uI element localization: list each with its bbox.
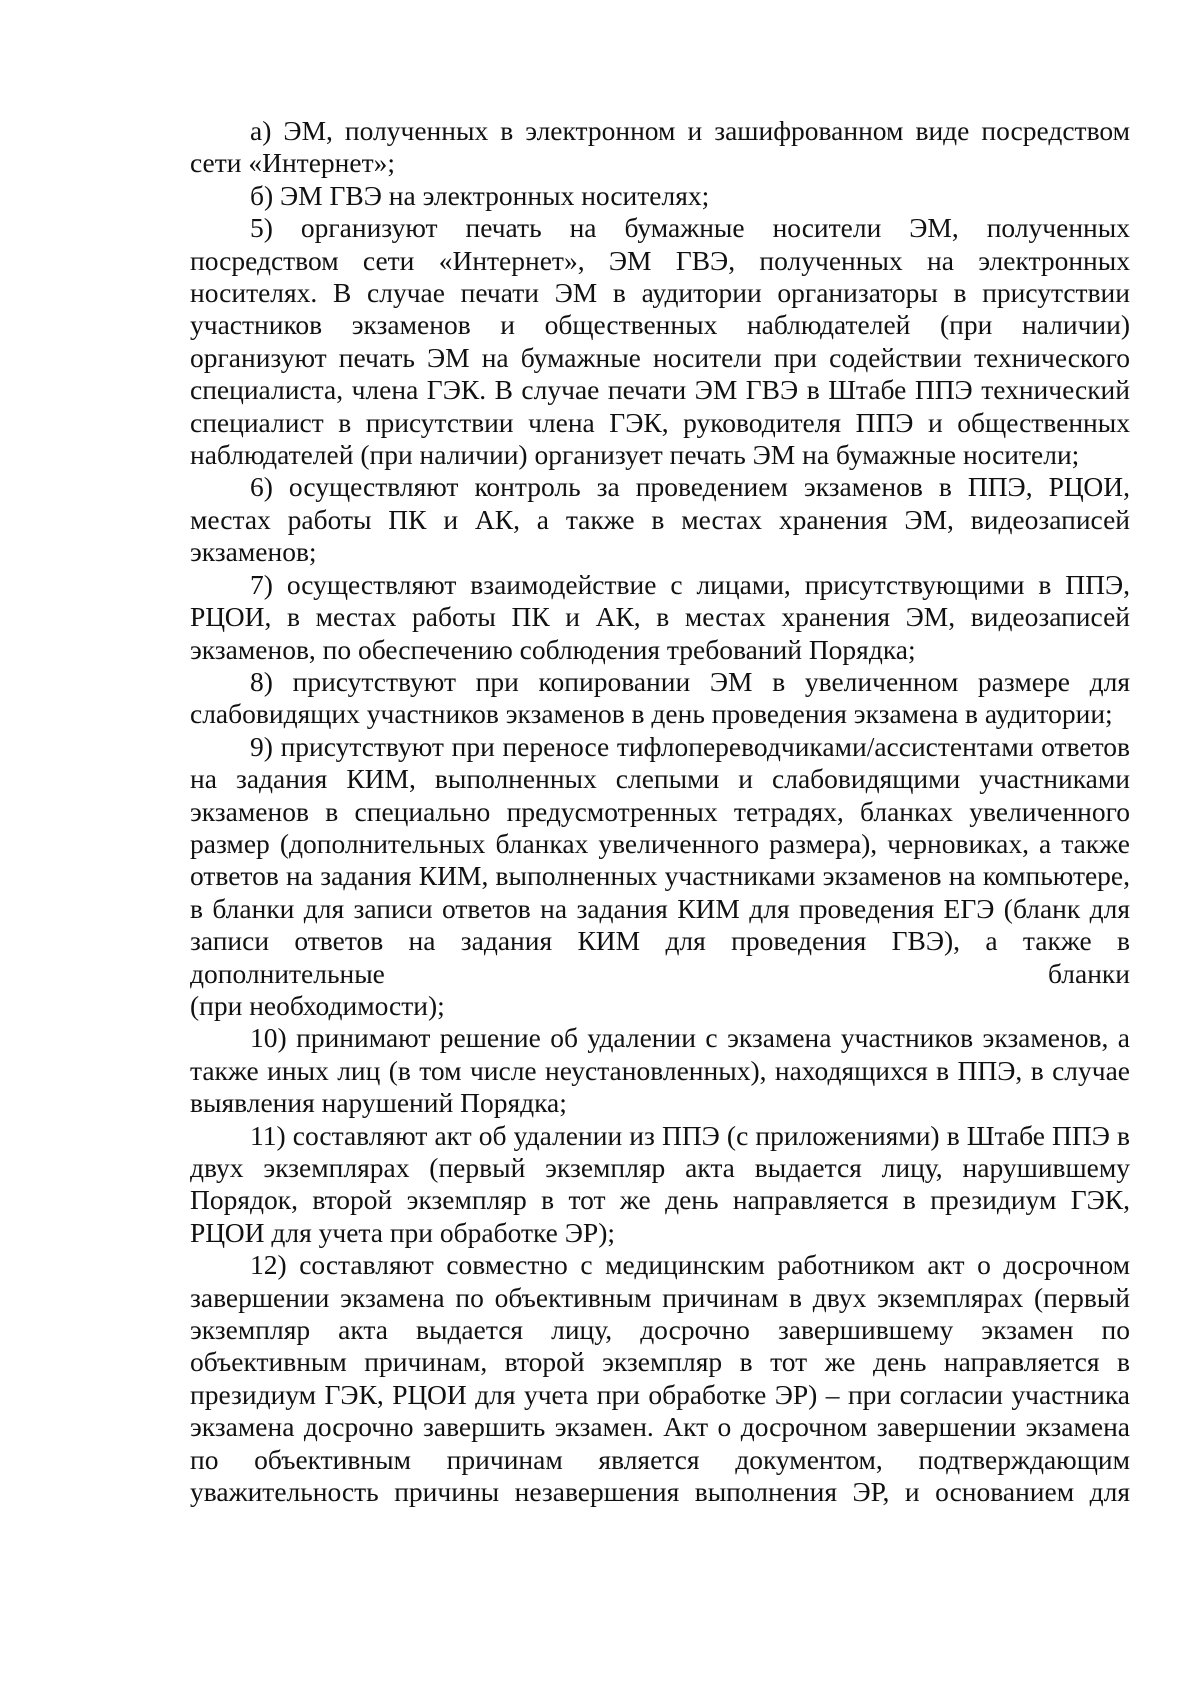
paragraph-10: 10) принимают решение об удалении с экзамена участников экзаменов, а также иных лиц (в том числе неустановленных), находящихся в ППЭ, в случае выявления нарушений Порядка; bbox=[190, 1022, 1130, 1119]
paragraph-12: 12) составляют совместно с медицинским работником акт о досрочном завершении экзамена по объективным причинам в двух экземплярах (первый экземпляр акта выдается лицу, досрочно завершившему экзамен по объективным причинам, второй экземпляр в тот же день направляется в президиум ГЭК, РЦОИ для учета при обработке ЭР) – при согласии участника экзамена досрочно завершить экзамен. Акт о досрочном завершении экзамена по объективным причинам является документом, подтверждающим уважительность причины незавершения выполнения ЭР, и основанием для bbox=[190, 1249, 1130, 1508]
document-body bbox=[190, 115, 1130, 1508]
paragraph-b: б) ЭМ ГВЭ на электронных носителях; bbox=[250, 179, 710, 211]
paragraph-5: 5) организуют печать на бумажные носители ЭМ, полученных посредством сети «Интернет», ЭМ ГВЭ, полученных на электронных носителях. В случае печати ЭМ в аудитории организаторы в присутствии участников экзаменов и общественных наблюдателей (при наличии) организуют печать ЭМ на бумажные носители при содействии технического специалиста, члена ГЭК. В случае печати ЭМ ГВЭ в Штабе ППЭ технический специалист в присутствии члена ГЭК, руководителя ППЭ и общественных наблюдателей (при наличии) организует печать ЭМ на бумажные носители; bbox=[190, 212, 1130, 471]
paragraph-6: 6) осуществляют контроль за проведением экзаменов в ППЭ, РЦОИ, местах работы ПК и АК, а также в местах хранения ЭМ, видеозаписей экзаменов; bbox=[190, 471, 1130, 568]
paragraph-11: 11) составляют акт об удалении из ППЭ (с приложениями) в Штабе ППЭ в двух экземплярах (первый экземпляр акта выдается лицу, нарушившему Порядок, второй экземпляр в тот же день направляется в президиум ГЭК, РЦОИ для учета при обработке ЭР); bbox=[190, 1119, 1130, 1248]
paragraph-8: 8) присутствуют при копировании ЭМ в увеличенном размере для слабовидящих участников экзаменов в день проведения экзамена в аудитории; bbox=[190, 665, 1130, 730]
paragraph-7: 7) осуществляют взаимодействие с лицами, присутствующими в ППЭ, РЦОИ, в местах работы ПК и АК, в местах хранения ЭМ, видеозаписей экзаменов, по обеспечению соблюдения требований Порядка; bbox=[190, 568, 1130, 665]
paragraph-a: а) ЭМ, полученных в электронном и зашифрованном виде посредством сети «Интернет»; bbox=[190, 115, 1130, 179]
paragraph-9-continuation: (при необходимости); bbox=[190, 989, 445, 1021]
paragraph-9: 9) присутствуют при переносе тифлопереводчиками/ассистентами ответов на задания КИМ, выполненных слепыми и слабовидящими участниками экзаменов в специально предусмотренных тетрадях, бланках увеличенного размер (дополнительных бланках увеличенного размера), черновиках, а также ответов на задания КИМ, выполненных участниками экзаменов на компьютере, в бланки для записи ответов на задания КИМ для проведения ЕГЭ (бланк для записи ответов на задания КИМ для проведения ГВЭ), а также в дополнительные бланки bbox=[190, 730, 1130, 989]
